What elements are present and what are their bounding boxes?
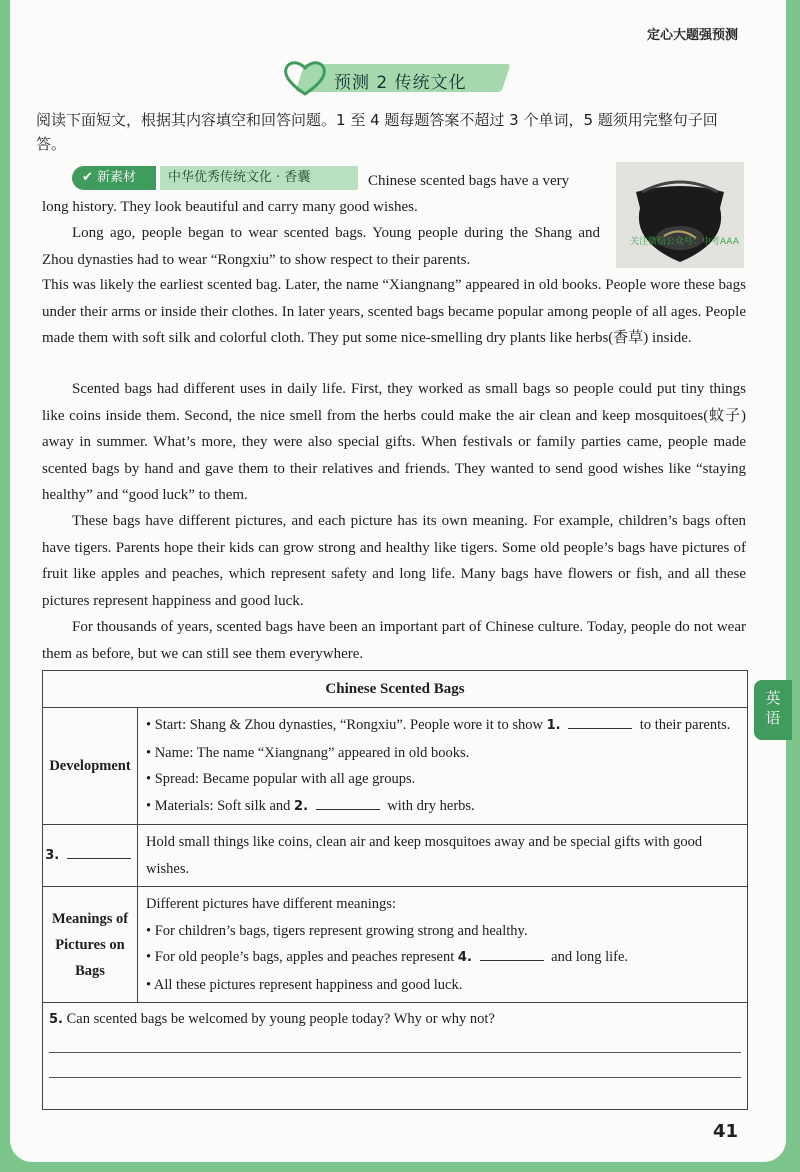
tag-new-material — [72, 166, 156, 190]
start-text-end: to their parents. — [639, 717, 731, 733]
tag-topic: 中华优秀传统文化 · 香囊 — [160, 166, 358, 190]
summary-table — [42, 670, 748, 1110]
start-text: • Start: Shang & Zhou dynasties, “Rongxiu”. People wore it to show — [146, 717, 543, 733]
page — [10, 0, 786, 1162]
material-tag — [72, 166, 358, 190]
materials-text: • Materials: Soft silk and — [146, 797, 291, 814]
meanings-cell — [138, 887, 748, 1003]
answer-line-2[interactable] — [49, 1053, 741, 1078]
meanings-all: • All these pictures represent happiness and good luck. — [146, 976, 463, 993]
photo-watermark: 关注微信公众号：中考AAA — [630, 237, 739, 247]
passage-p1-start: Chinese scented bags have a very — [368, 173, 570, 189]
question-5-cell — [43, 1003, 748, 1110]
check-icon: ✔ — [82, 170, 93, 185]
tag-left-label: 新素材 — [97, 170, 137, 185]
passage-p2-rest: This was likely the earliest scented bag. Later, the name “Xiangnang” appeared in old books. People wore these bags under their arms or inside their clothes. In later years, scented bags became popular among people of all ages. People made them with soft silk and colorful cloth. They put some nice-smelling dry plants like herbs(香草) inside. — [42, 277, 746, 346]
question-1-number: 1. — [546, 718, 561, 733]
answer-line-1[interactable] — [49, 1028, 741, 1053]
instructions: 阅读下面短文，根据其内容填空和回答问题。1 至 4 题每题答案不超过 3 个单词，5 题须用完整句子回答。 — [36, 111, 718, 153]
answer-blank-3[interactable] — [67, 844, 131, 859]
uses-cell: Hold small things like coins, clean air and keep mosquitoes away and be special gifts with good wishes. — [138, 825, 748, 887]
passage-p2-start: Long ago, people began to wear scented bags. Young people during the Shang and Zhou dynasties had to wear “Rongxiu” to show respect to their parents. — [42, 225, 600, 268]
question-4-number: 4. — [457, 950, 472, 965]
answer-blank-2[interactable] — [316, 795, 380, 810]
question-5-number: 5. — [49, 1012, 63, 1027]
answer-blank-4[interactable] — [480, 946, 544, 961]
development-name: • Name: The name “Xiangnang” appeared in old books. — [146, 744, 470, 761]
heart-icon — [282, 58, 328, 98]
passage-p1-rest: long history. They look beautiful and carry many good wishes. — [42, 199, 418, 215]
development-cell — [138, 708, 748, 825]
development-materials — [146, 793, 739, 821]
row-head-question-3 — [43, 825, 138, 887]
question-5-text: Can scented bags be welcomed by young people today? Why or why not? — [66, 1011, 495, 1027]
old-people-text-end: and long life. — [551, 949, 629, 965]
old-people-text: • For old people’s bags, apples and peaches represent — [146, 949, 455, 965]
question-5 — [49, 1011, 741, 1028]
meanings-intro: Different pictures have different meanings: — [146, 896, 396, 912]
passage-p4: These bags have different pictures, and each picture has its own meaning. For example, children’s bags often have tigers. Parents hope their kids can grow strong and healthy like tigers. Some old people’s bags have pictures of fruit like apples and peaches, which represent safety and long life. Many bags have flowers or fish, and all these pictures represent happiness and good luck. — [42, 513, 746, 609]
row-head-development: Development — [43, 708, 138, 825]
header-title: 定心大题强预测 — [646, 28, 738, 43]
scented-bag-image — [616, 162, 744, 268]
meanings-old-people — [146, 944, 739, 972]
question-3-number: 3. — [45, 848, 60, 863]
section-banner — [282, 58, 510, 94]
development-spread: • Spread: Became popular with all age groups. — [146, 771, 416, 787]
section-title: 预测 2 传统文化 — [334, 73, 467, 93]
materials-text-end: with dry herbs. — [387, 797, 475, 814]
subject-tab — [754, 680, 792, 740]
page-number: 41 — [712, 1121, 738, 1142]
subject-tab-label: 英语 — [765, 689, 781, 727]
development-start — [146, 712, 739, 740]
question-2-number: 2. — [294, 798, 309, 814]
table-title: Chinese Scented Bags — [43, 671, 748, 708]
scented-bag-photo — [616, 162, 744, 268]
answer-blank-1[interactable] — [568, 714, 632, 729]
row-head-meanings: Meanings of Pictures on Bags — [43, 887, 138, 1003]
passage-p3: Scented bags had different uses in daily life. First, they worked as small bags so people could put tiny things like coins inside them. Second, the nice smell from the herbs could make the air clean and keep mosquitoes(蚊子) away in summer. What’s more, they were also special gifts. When festivals or family parties came, people made scented bags by hand and gave them to their relatives and friends. They wanted to send good wishes like “staying healthy” and “good luck” to them. — [42, 381, 746, 503]
passage-p5: For thousands of years, scented bags have been an important part of Chinese culture. Today, people do not wear them as before, but we can still see them everywhere. — [42, 619, 746, 662]
meanings-children: • For children’s bags, tigers represent growing strong and healthy. — [146, 922, 528, 939]
